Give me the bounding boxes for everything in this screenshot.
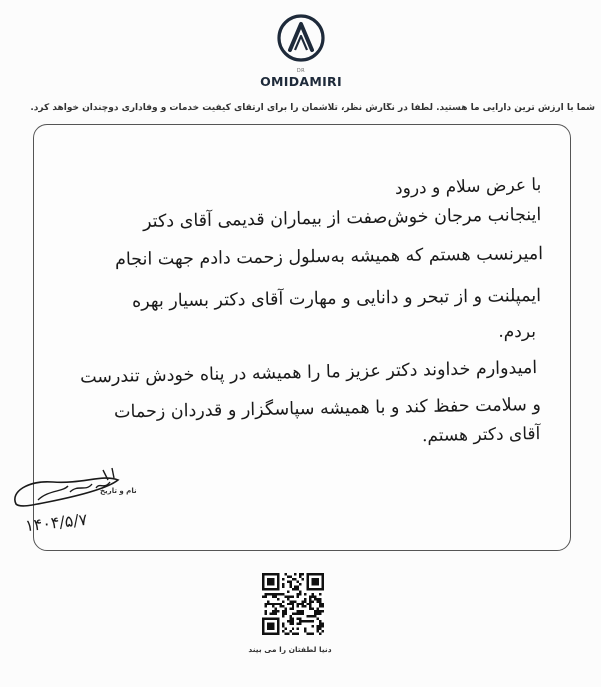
letter-line: امیرنسب هستم که همیشه به‌سلول زحمت دادم جهت انجام [114, 244, 544, 270]
letter-line: اینجانب مرجان خوش‌صفت از بیماران قدیمی آقای دکتر [142, 205, 542, 232]
letter-line: ایمپلنت و از تبحر و دانایی و مهارت آقای دکتر بسیار بهره [131, 286, 542, 312]
tagline: شما با ارزش ترین دارایی ما هستید. لطفا در نگارش نظر، تلاشمان را برای ارتقای کیفیت خدمات و وفاداری دوچندان خواهد کرد. [30, 103, 595, 113]
letter-line: و سلامت حفظ کند و با همیشه سپاسگزار و قدردان زحمات [114, 395, 542, 423]
qr-caption: دنیا لطفتان را می بیند [248, 645, 332, 654]
qr-code-icon[interactable] [262, 573, 324, 635]
brand-name: OMIDAMIRI [260, 74, 342, 89]
letter-line: بردم. [498, 322, 536, 342]
signature-date: ۱۴۰۴/۵/۷ [24, 509, 89, 536]
letter-line: امیدوارم خداوند دکتر عزیز ما را همیشه در پناه خودش تندرست [79, 358, 538, 388]
letter-line: آقای دکتر هستم. [421, 424, 541, 447]
brand-prefix: DR [296, 68, 306, 74]
brand-logo [260, 12, 342, 92]
signature-label: نام و تاریخ [100, 487, 137, 495]
letter-line: با عرض سلام و درود [394, 175, 542, 199]
omidamiri-logo-icon [276, 12, 326, 64]
